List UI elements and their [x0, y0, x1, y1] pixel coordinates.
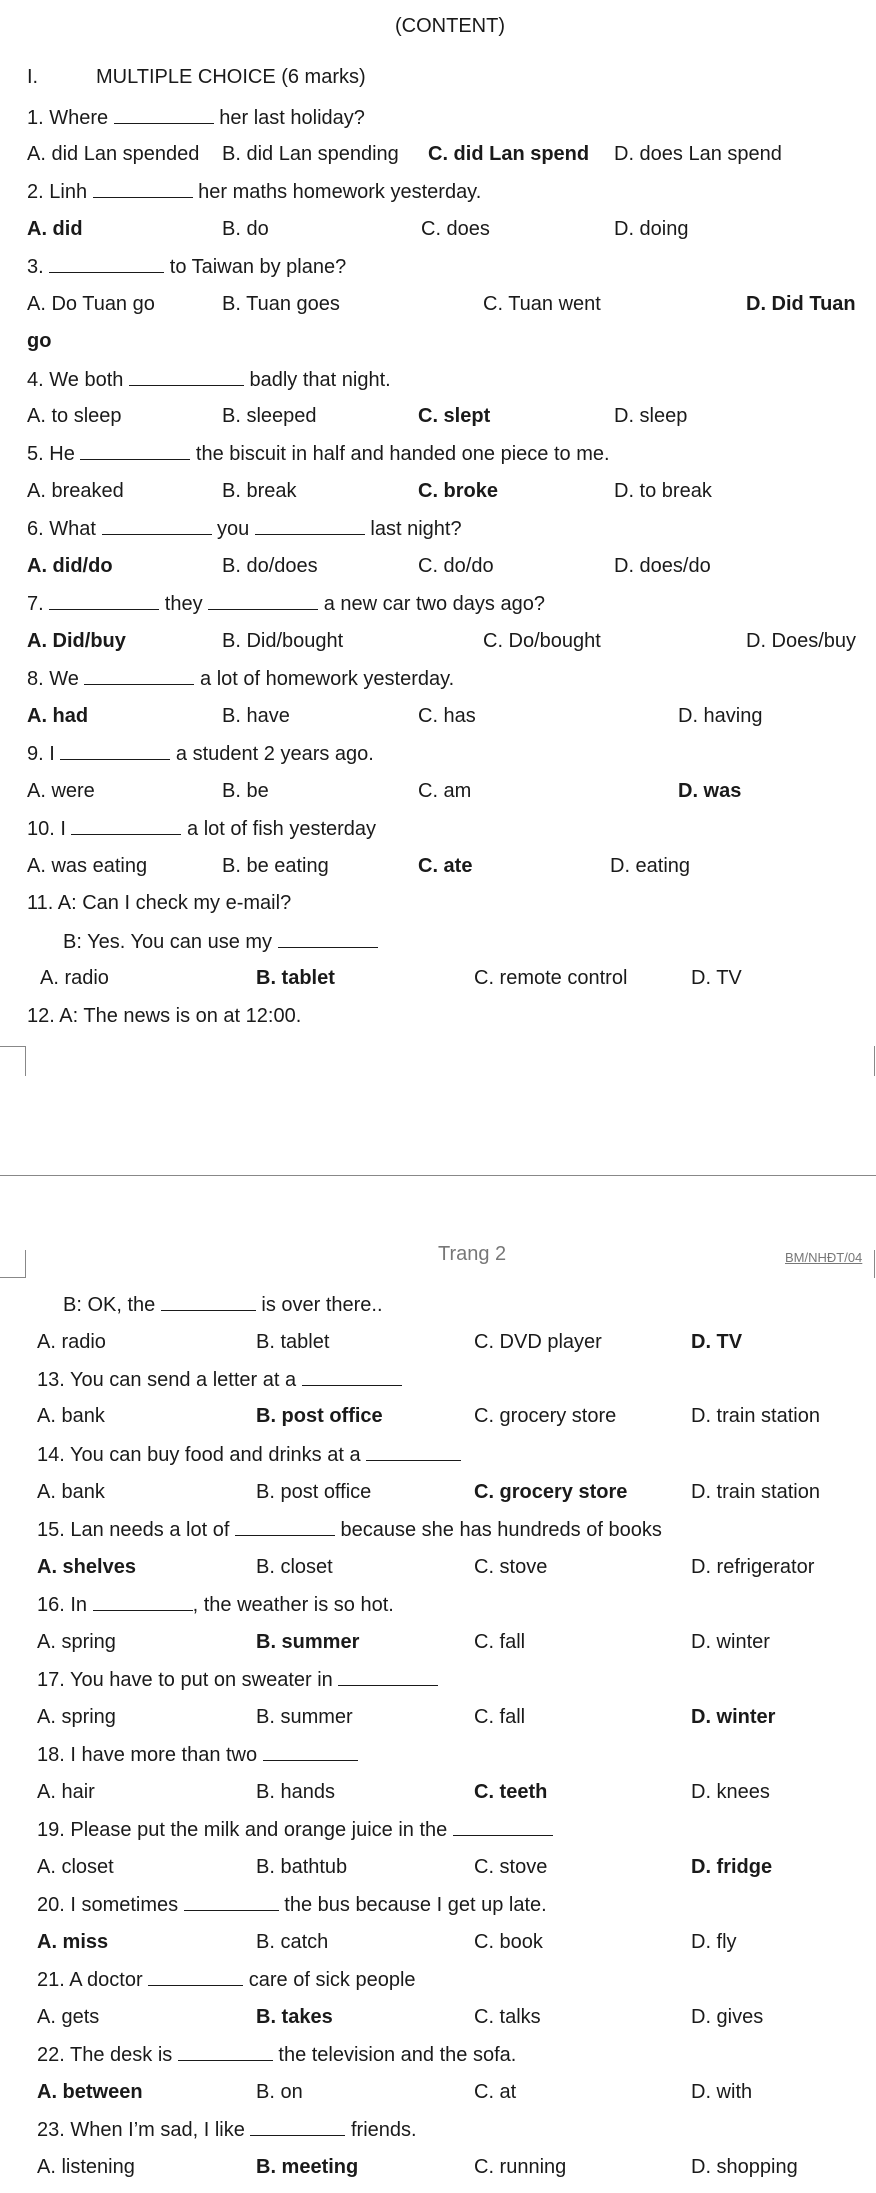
question-number: 20.	[37, 1894, 71, 1916]
answer-option[interactable]: C. Tuan went	[483, 293, 601, 315]
question-text: I	[49, 743, 61, 765]
answer-option[interactable]: B. Did/bought	[222, 630, 344, 652]
answer-option[interactable]: B. takes	[256, 2006, 333, 2028]
answer-blank[interactable]	[255, 516, 365, 535]
question-text: the bus because I get up late.	[278, 1894, 547, 1916]
answer-option[interactable]: B. tablet	[256, 1331, 330, 1353]
question-stem	[37, 1592, 394, 1617]
answer-option[interactable]: B. meeting	[256, 2156, 359, 2178]
question-text: A: The news is on at 12:00.	[59, 1005, 302, 1027]
answer-option[interactable]: D. eating	[610, 855, 691, 877]
question-stem	[37, 1967, 416, 1992]
answer-blank[interactable]	[102, 516, 212, 535]
question-number: 12.	[27, 1005, 60, 1027]
question-text: a student 2 years ago.	[170, 743, 374, 765]
answer-option[interactable]: C. broke	[418, 480, 499, 502]
answer-option[interactable]: C. does	[421, 218, 490, 240]
answer-option[interactable]: B. have	[222, 705, 290, 727]
answer-option[interactable]: D. train station	[691, 1405, 820, 1427]
answer-option[interactable]: A. gets	[37, 2006, 100, 2028]
question-text: A doctor	[69, 1969, 149, 1991]
question-number: 19.	[37, 1819, 71, 1841]
question-stem	[37, 1667, 438, 1692]
question-text: A: Can I check my e-mail?	[57, 892, 292, 914]
question-stem	[27, 666, 454, 691]
question-number: 23.	[37, 2119, 71, 2141]
answer-option[interactable]: D. winter	[691, 1706, 776, 1728]
question-reply	[63, 1292, 383, 1317]
question-text: The desk is	[70, 2044, 178, 2066]
answer-blank[interactable]	[60, 741, 170, 760]
answer-option[interactable]: D. was	[678, 780, 742, 802]
answer-option[interactable]: A. spring	[37, 1706, 116, 1728]
question-stem	[37, 1517, 662, 1542]
question-text: the television and the sofa.	[272, 2044, 517, 2066]
answer-option[interactable]: D. knees	[691, 1781, 770, 1803]
answer-option[interactable]: C. grocery store	[474, 1481, 628, 1503]
question-number: 16.	[37, 1594, 71, 1616]
answer-option[interactable]: A. were	[27, 780, 95, 802]
question-text: is over there..	[255, 1294, 383, 1316]
answer-blank[interactable]	[338, 1667, 438, 1686]
question-text: a new car two days ago?	[318, 593, 545, 615]
answer-option[interactable]: A. did	[27, 218, 83, 240]
answer-option[interactable]: D. Does/buy	[746, 630, 857, 652]
answer-option[interactable]: A. spring	[37, 1631, 116, 1653]
page-corner-right-bottom-v	[874, 1250, 875, 1278]
answer-option[interactable]: D. fridge	[691, 1856, 773, 1878]
answer-option[interactable]: A. did/do	[27, 555, 113, 577]
answer-blank[interactable]	[93, 179, 193, 198]
question-number: 6.	[27, 518, 50, 540]
answer-blank[interactable]	[366, 1442, 461, 1461]
answer-blank[interactable]	[250, 2117, 345, 2136]
answer-option[interactable]: A. shelves	[37, 1556, 136, 1578]
answer-option[interactable]: A. bank	[37, 1481, 105, 1503]
answer-option[interactable]: B. sleeped	[222, 405, 317, 427]
page-number-label: Trang 2	[438, 1243, 507, 1265]
answer-option[interactable]: D. train station	[691, 1481, 820, 1503]
question-text: to Taiwan by plane?	[164, 256, 347, 278]
answer-option[interactable]: A. radio	[37, 1331, 106, 1353]
question-text: I	[60, 818, 72, 840]
question-stem	[27, 179, 481, 204]
question-number: 4.	[27, 369, 50, 391]
question-number: 15.	[37, 1519, 71, 1541]
answer-option[interactable]: C. remote control	[474, 967, 628, 989]
question-number: 5.	[27, 443, 50, 465]
answer-option[interactable]: B. closet	[256, 1556, 333, 1578]
question-text: , the weather is so hot.	[192, 1594, 394, 1616]
question-number: 17.	[37, 1669, 70, 1691]
page-break-line	[0, 1175, 876, 1176]
page-corner-left-top-v	[25, 1046, 26, 1076]
question-text: Linh	[49, 181, 93, 203]
question-text: care of sick people	[243, 1969, 416, 1991]
answer-option[interactable]: C. ate	[418, 855, 473, 877]
answer-option[interactable]: A. had	[27, 705, 89, 727]
answer-option[interactable]: A. radio	[40, 967, 109, 989]
question-text: You can buy food and drinks at a	[70, 1444, 367, 1466]
answer-option[interactable]: C. slept	[418, 405, 491, 427]
answer-option[interactable]: A. miss	[37, 1931, 109, 1953]
question-stem	[37, 1892, 547, 1917]
question-text: because she has hundreds of books	[334, 1519, 662, 1541]
answer-option[interactable]: D. to break	[614, 480, 712, 502]
answer-option[interactable]: D. TV	[691, 967, 742, 989]
question-text: Lan needs a lot of	[70, 1519, 235, 1541]
answer-option[interactable]: B. Tuan goes	[222, 293, 340, 315]
question-stem	[27, 816, 376, 841]
question-text: Where	[49, 107, 114, 129]
question-stem	[27, 891, 291, 915]
question-number: 8.	[27, 668, 50, 690]
answer-blank[interactable]	[84, 666, 194, 685]
question-text: her maths homework yesterday.	[192, 181, 482, 203]
question-number: 22.	[37, 2044, 70, 2066]
question-stem	[27, 516, 462, 541]
question-number: 3.	[27, 256, 50, 278]
question-reply	[63, 929, 378, 954]
question-text: In	[70, 1594, 93, 1616]
question-text: B: Yes. You can use my	[63, 931, 278, 953]
answer-option[interactable]: C. at	[474, 2081, 517, 2103]
question-text: the biscuit in half and handed one piece to me.	[190, 443, 610, 465]
question-text: a lot of homework yesterday.	[194, 668, 455, 690]
question-number: 18.	[37, 1744, 71, 1766]
answer-option[interactable]: B. summer	[256, 1706, 353, 1728]
answer-option[interactable]: D. does Lan spend	[614, 143, 782, 165]
answer-blank[interactable]	[80, 441, 190, 460]
answer-option[interactable]: B. did Lan spending	[222, 143, 399, 165]
answer-option[interactable]: C. am	[418, 780, 472, 802]
question-stem	[27, 254, 346, 279]
answer-option[interactable]: C. did Lan spend	[428, 143, 590, 165]
answer-option[interactable]: D. TV	[691, 1331, 743, 1353]
answer-option[interactable]: C. running	[474, 2156, 567, 2178]
answer-blank[interactable]	[129, 367, 244, 386]
answer-option[interactable]: D. winter	[691, 1631, 770, 1653]
answer-option[interactable]: C. book	[474, 1931, 543, 1953]
question-number: 14.	[37, 1444, 70, 1466]
answer-blank[interactable]	[49, 254, 164, 273]
answer-option[interactable]: C. stove	[474, 1556, 548, 1578]
answer-option[interactable]: C. DVD player	[474, 1331, 602, 1353]
answer-option[interactable]: D. sleep	[614, 405, 688, 427]
question-text: Please put the milk and orange juice in the	[70, 1819, 453, 1841]
question-number: 11.	[27, 892, 58, 914]
answer-blank[interactable]	[263, 1742, 358, 1761]
answer-option[interactable]: B. do	[222, 218, 269, 240]
question-text: I have more than two	[70, 1744, 263, 1766]
answer-blank[interactable]	[278, 929, 378, 948]
answer-option[interactable]: C. grocery store	[474, 1405, 617, 1427]
question-number: 9.	[27, 743, 50, 765]
answer-option[interactable]: B. tablet	[256, 967, 335, 989]
answer-option[interactable]: B. post office	[256, 1481, 372, 1503]
section-number: I.	[27, 66, 39, 88]
page-corner-left-bottom	[0, 1277, 26, 1278]
answer-blank[interactable]	[302, 1367, 402, 1386]
question-stem	[27, 105, 365, 130]
page-corner-left-top	[0, 1046, 26, 1047]
answer-option[interactable]: C. fall	[474, 1706, 526, 1728]
question-number: 1.	[27, 107, 50, 129]
answer-option[interactable]: A. between	[37, 2081, 143, 2103]
question-stem	[37, 2042, 516, 2067]
question-text: What	[49, 518, 102, 540]
answer-option[interactable]: A. listening	[37, 2156, 135, 2178]
question-text: last night?	[364, 518, 462, 540]
answer-option[interactable]: B. on	[256, 2081, 303, 2103]
question-text: We both	[49, 369, 129, 391]
question-stem	[37, 1817, 553, 1842]
question-stem	[37, 2117, 417, 2142]
answer-blank[interactable]	[208, 591, 318, 610]
answer-blank[interactable]	[71, 816, 181, 835]
answer-blank[interactable]	[235, 1517, 335, 1536]
question-text: When I’m sad, I like	[70, 2119, 251, 2141]
question-text: a lot of fish yesterday	[181, 818, 377, 840]
answer-option[interactable]: D. with	[691, 2081, 753, 2103]
answer-blank[interactable]	[178, 2042, 273, 2061]
question-text: You have to put on sweater in	[70, 1669, 339, 1691]
question-stem	[27, 367, 391, 392]
answer-option[interactable]: C. fall	[474, 1631, 526, 1653]
question-text: I sometimes	[70, 1894, 184, 1916]
question-text: B: OK, the	[63, 1294, 161, 1316]
answer-option[interactable]: A. Did/buy	[27, 630, 126, 652]
page-corner-right-top-v	[874, 1046, 875, 1076]
question-stem	[37, 1442, 461, 1467]
answer-option[interactable]: A. breaked	[27, 480, 124, 502]
answer-option[interactable]: B. summer	[256, 1631, 360, 1653]
answer-blank[interactable]	[148, 1967, 243, 1986]
answer-option[interactable]: B. be eating	[222, 855, 329, 877]
answer-blank[interactable]	[49, 591, 159, 610]
answer-option[interactable]: A. to sleep	[27, 405, 122, 427]
answer-option[interactable]: D. shopping	[691, 2156, 798, 2178]
answer-blank[interactable]	[161, 1292, 256, 1311]
question-number: 10.	[27, 818, 61, 840]
question-number: 7.	[27, 593, 50, 615]
answer-option[interactable]: B. catch	[256, 1931, 329, 1953]
answer-blank[interactable]	[93, 1592, 193, 1611]
answer-option[interactable]: C. stove	[474, 1856, 548, 1878]
question-stem	[27, 441, 610, 466]
question-text: friends.	[345, 2119, 417, 2141]
answer-blank[interactable]	[184, 1892, 279, 1911]
question-stem	[27, 1004, 301, 1028]
answer-option[interactable]: B. bathtub	[256, 1856, 348, 1878]
question-number: 21.	[37, 1969, 70, 1991]
answer-option[interactable]: C. talks	[474, 2006, 541, 2028]
answer-option[interactable]: C. has	[418, 705, 476, 727]
answer-option[interactable]: C. Do/bought	[483, 630, 601, 652]
answer-option[interactable]: A. hair	[37, 1781, 95, 1803]
answer-option[interactable]: C. teeth	[474, 1781, 548, 1803]
question-text: you	[211, 518, 255, 540]
answer-option[interactable]: A. bank	[37, 1405, 105, 1427]
answer-option[interactable]: D. gives	[691, 2006, 764, 2028]
question-stem	[37, 1742, 358, 1767]
answer-option[interactable]: A. was eating	[27, 855, 148, 877]
answer-option[interactable]: A. Do Tuan go	[27, 293, 155, 315]
question-stem	[37, 1367, 402, 1392]
question-number: 2.	[27, 181, 50, 203]
answer-option[interactable]: A. closet	[37, 1856, 114, 1878]
question-number: 13.	[37, 1369, 70, 1391]
question-stem	[27, 591, 545, 616]
page-corner-left-bottom-v	[25, 1250, 26, 1278]
document-code: BM/NHĐT/04	[785, 1250, 863, 1265]
answer-option[interactable]: D. refrigerator	[691, 1556, 815, 1578]
answer-blank[interactable]	[453, 1817, 553, 1836]
answer-option[interactable]: B. do/does	[222, 555, 318, 577]
answer-option[interactable]: B. break	[222, 480, 297, 502]
answer-option[interactable]: D. Did Tuan	[746, 293, 856, 315]
question-stem	[27, 741, 374, 766]
answer-option[interactable]: D. doing	[614, 218, 689, 240]
answer-option[interactable]: A. did Lan spended	[27, 143, 200, 165]
section-title: MULTIPLE CHOICE (6 marks)	[96, 66, 366, 88]
question-text: He	[49, 443, 81, 465]
page-title: (CONTENT)	[395, 15, 505, 37]
answer-option[interactable]: D. having	[678, 705, 763, 727]
answer-option[interactable]: C. do/do	[418, 555, 494, 577]
answer-option[interactable]: B. be	[222, 780, 269, 802]
question-text: her last holiday?	[213, 107, 365, 129]
answer-option[interactable]: D. fly	[691, 1931, 737, 1953]
question-text: they	[159, 593, 209, 615]
answer-option-wrap: go	[27, 330, 52, 352]
answer-option[interactable]: B. hands	[256, 1781, 335, 1803]
answer-option[interactable]: D. does/do	[614, 555, 711, 577]
question-text: We	[49, 668, 85, 690]
answer-blank[interactable]	[114, 105, 214, 124]
question-text: badly that night.	[243, 369, 391, 391]
answer-option[interactable]: B. post office	[256, 1405, 383, 1427]
question-text: You can send a letter at a	[70, 1369, 302, 1391]
